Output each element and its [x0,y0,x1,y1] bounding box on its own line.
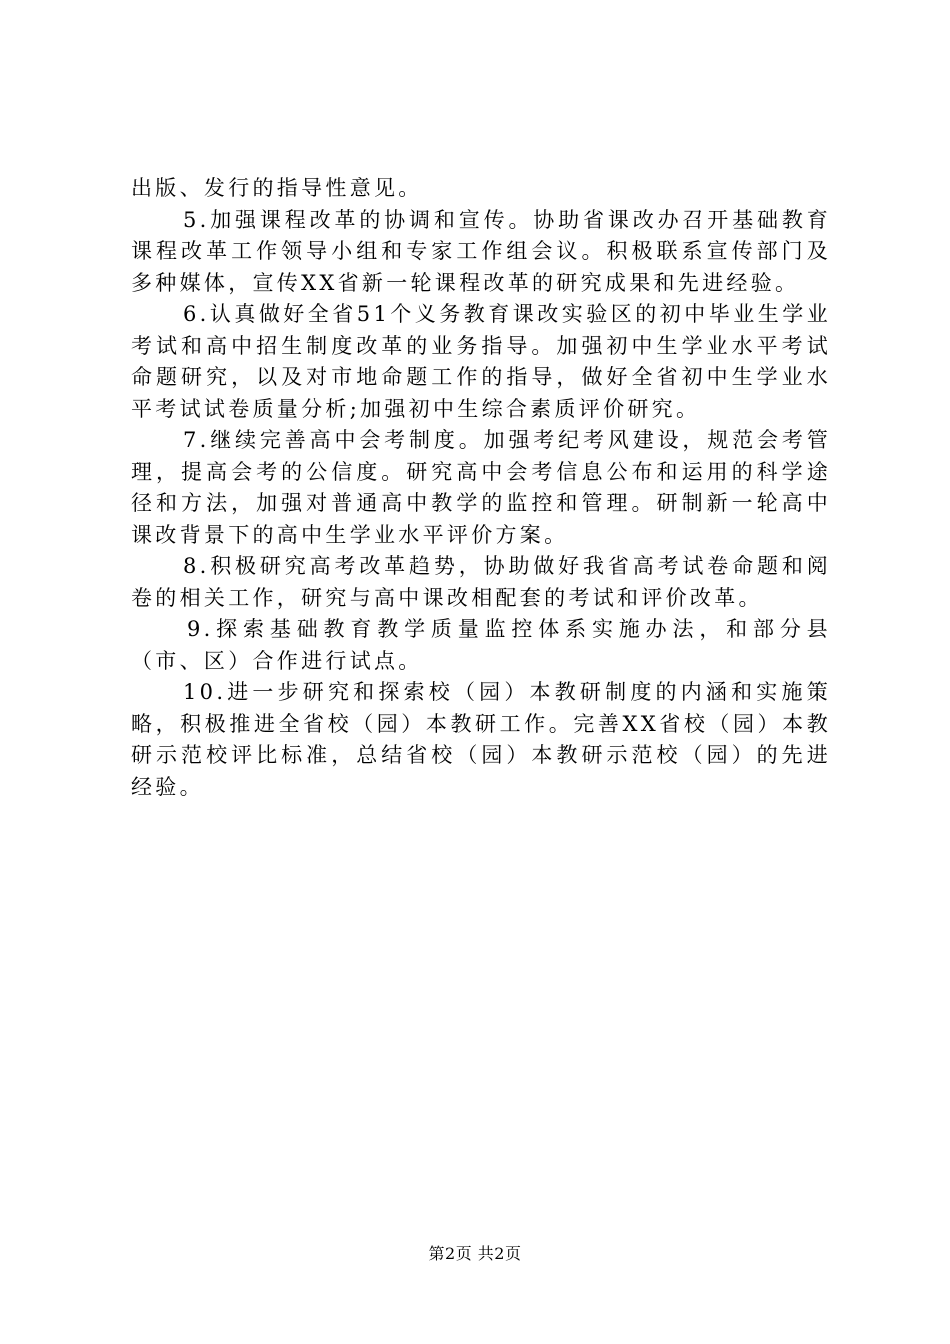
paragraph-continuation: 出版、发行的指导性意见。 [131,176,423,200]
paragraph-item-10: 10.进一步研究和探索校（园）本教研制度的内涵和实施策略，积极推进全省校（园）本教研工作。完善XX省校（园）本教研示范校评比标准，总结省校（园）本教研示范校（园）的先进经验。 [131,680,831,799]
paragraph-item-9: 9.探索基础教育教学质量监控体系实施办法，和部分县（市、区）合作进行试点。 [131,617,831,673]
page-number-footer: 第2页 共2页 [428,1244,522,1263]
document-body [131,173,831,803]
paragraph-item-7: 7.继续完善高中会考制度。加强考纪考风建设，规范会考管理，提高会考的公信度。研究高中会考信息公布和运用的科学途径和方法，加强对普通高中教学的监控和管理。研制新一轮高中课改背景下的高中生学业水平评价方案。 [131,428,831,547]
paragraph-item-5: 5.加强课程改革的协调和宣传。协助省课改办召开基础教育课程改革工作领导小组和专家工作组会议。积极联系宣传部门及多种媒体，宣传XX省新一轮课程改革的研究成果和先进经验。 [131,207,831,295]
paragraph-item-6: 6.认真做好全省51个义务教育课改实验区的初中毕业生学业考试和高中招生制度改革的业务指导。加强初中生学业水平考试命题研究，以及对市地命题工作的指导，做好全省初中生学业水平考试试卷质量分析;加强初中生综合素质评价研究。 [131,302,831,421]
paragraph-item-8: 8.积极研究高考改革趋势，协助做好我省高考试卷命题和阅卷的相关工作，研究与高中课改相配套的考试和评价改革。 [131,554,831,610]
